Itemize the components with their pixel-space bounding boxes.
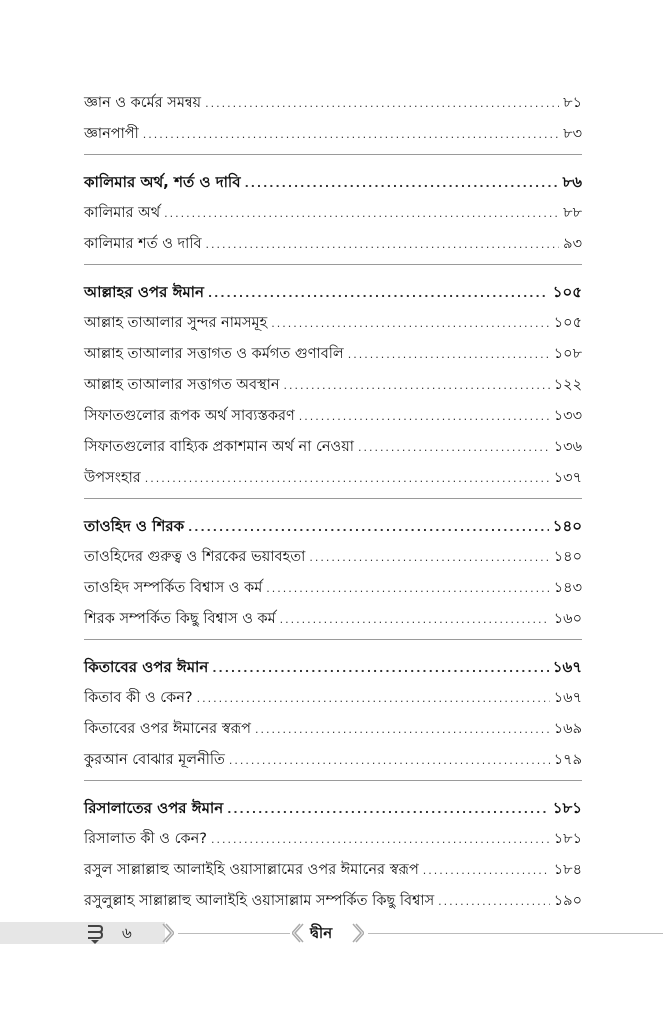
toc-section bbox=[84, 511, 582, 640]
toc-entry[interactable] bbox=[84, 714, 582, 745]
toc-entry-title: কালিমার শর্ত ও দাবি bbox=[84, 236, 202, 252]
toc-chapter-heading[interactable] bbox=[84, 793, 582, 824]
toc-entry[interactable] bbox=[84, 370, 582, 401]
footer-rule bbox=[368, 933, 663, 934]
toc-section bbox=[84, 277, 582, 499]
toc-entry[interactable] bbox=[84, 683, 582, 714]
toc-entry-page: ৮১ bbox=[563, 95, 582, 111]
toc-entry-page: ১০৫ bbox=[553, 315, 582, 331]
toc-entry[interactable] bbox=[84, 198, 582, 229]
chevron-right-icon bbox=[352, 922, 364, 944]
toc-entry[interactable] bbox=[84, 229, 582, 260]
toc-entry[interactable] bbox=[84, 401, 582, 432]
toc-entry-page: ১৬৯ bbox=[553, 721, 582, 737]
toc-entry-title: রসুলুল্লাহ সাল্লাল্লাহু আলাইহি ওয়াসাল্লাম সম্পর্কিত কিছু বিশ্বাস bbox=[84, 893, 435, 909]
toc-entry[interactable] bbox=[84, 824, 582, 855]
toc-entry[interactable] bbox=[84, 119, 582, 150]
toc-entry-page: ১৮১ bbox=[553, 831, 582, 847]
dot-leader bbox=[348, 339, 550, 370]
dot-leader bbox=[358, 432, 550, 463]
toc-entry-page: ১৬০ bbox=[553, 611, 582, 627]
toc-entry-page: ৯৩ bbox=[563, 236, 582, 252]
toc-chapter-heading[interactable] bbox=[84, 277, 582, 308]
toc-entry-title: উপসংহার bbox=[84, 470, 141, 486]
dot-leader bbox=[206, 229, 560, 260]
dot-leader bbox=[255, 714, 550, 745]
toc-entry-title: তাওহিদের গুরুত্ব ও শিরকের ভয়াবহতা bbox=[84, 549, 306, 565]
dot-leader bbox=[229, 745, 550, 776]
toc-entry-title: তাওহিদ সম্পর্কিত বিশ্বাস ও কর্ম bbox=[84, 580, 263, 596]
footer-rule bbox=[178, 933, 290, 934]
toc-entry[interactable] bbox=[84, 463, 582, 494]
toc-entry-page: ১৪৩ bbox=[553, 580, 582, 596]
toc-entry-title: কালিমার অর্থ, শর্ত ও দাবি bbox=[84, 173, 241, 191]
toc-entry-title: রসুল সাল্লাল্লাহু আলাইহি ওয়াসাল্লামের ওপর ঈমানের স্বরূপ bbox=[84, 862, 419, 878]
toc-entry-page: ১৩৬ bbox=[553, 439, 582, 455]
toc-entry[interactable] bbox=[84, 886, 582, 917]
toc-entry-title: তাওহিদ ও শিরক bbox=[84, 517, 185, 535]
toc-entry-page: ৮৮ bbox=[563, 205, 582, 221]
toc-entry-page: ৮৩ bbox=[563, 126, 582, 142]
toc-entry-title: শিরক সম্পর্কিত কিছু বিশ্বাস ও কর্ম bbox=[84, 611, 276, 627]
toc-entry-title: কিতাবের ওপর ঈমান bbox=[84, 658, 209, 676]
toc-entry-title: জ্ঞানপাপী bbox=[84, 126, 139, 142]
publisher-logo-icon bbox=[86, 921, 104, 945]
dot-leader bbox=[299, 401, 550, 432]
toc-section bbox=[84, 88, 582, 155]
toc-entry-title: রিসালাত কী ও কেন? bbox=[84, 831, 207, 847]
toc-entry-title: রিসালাতের ওপর ঈমান bbox=[84, 799, 224, 817]
toc-entry-page: ১৬৭ bbox=[553, 690, 582, 706]
toc-entry-title: কিতাব কী ও কেন? bbox=[84, 690, 193, 706]
toc-entry[interactable] bbox=[84, 542, 582, 573]
toc-entry-page: ১৭৯ bbox=[553, 752, 582, 768]
toc-entry-title: কুরআন বোঝার মূলনীতি bbox=[84, 752, 225, 768]
toc-entry[interactable] bbox=[84, 604, 582, 635]
toc-entry[interactable] bbox=[84, 573, 582, 604]
footer-band bbox=[0, 922, 165, 944]
toc-entry-title: জ্ঞান ও কর্মের সমন্বয় bbox=[84, 95, 202, 111]
dot-leader bbox=[208, 278, 549, 309]
toc-entry-page: ১৪০ bbox=[553, 549, 582, 565]
toc-section bbox=[84, 167, 582, 265]
toc-entry-page: ১৩৩ bbox=[553, 408, 582, 424]
toc-chapter-heading[interactable] bbox=[84, 167, 582, 198]
page-footer bbox=[0, 918, 663, 948]
toc-entry[interactable] bbox=[84, 88, 582, 119]
dot-leader bbox=[164, 198, 559, 229]
dot-leader bbox=[423, 855, 550, 886]
toc-entry-title: আল্লাহ তাআলার সত্তাগত ও কর্মগত গুণাবলি bbox=[84, 346, 344, 362]
toc-entry-title: আল্লাহ তাআলার সত্তাগত অবস্থান bbox=[84, 377, 280, 393]
toc-entry-page: ৮৬ bbox=[562, 173, 582, 191]
toc-entry[interactable] bbox=[84, 745, 582, 776]
toc-entry[interactable] bbox=[84, 855, 582, 886]
toc-entry-page: ১০৮ bbox=[553, 346, 582, 362]
dot-leader bbox=[188, 512, 549, 543]
toc-entry-title: কালিমার অর্থ bbox=[84, 205, 161, 221]
dot-leader bbox=[271, 308, 550, 339]
dot-leader bbox=[266, 573, 549, 604]
toc-entry-page: ১৯০ bbox=[553, 893, 582, 909]
toc-section bbox=[84, 652, 582, 781]
dot-leader bbox=[309, 542, 549, 573]
dot-leader bbox=[283, 370, 549, 401]
toc-entry-title: কিতাবের ওপর ঈমানের স্বরূপ bbox=[84, 721, 251, 737]
chevron-right-icon bbox=[162, 922, 174, 944]
book-title: দ্বীন bbox=[310, 924, 333, 942]
toc-entry-page: ১৪০ bbox=[552, 517, 582, 535]
page-number: ৬ bbox=[122, 924, 132, 942]
dot-leader bbox=[211, 824, 550, 855]
toc-entry-page: ১২২ bbox=[553, 377, 582, 393]
toc-chapter-heading[interactable] bbox=[84, 652, 582, 683]
toc-chapter-heading[interactable] bbox=[84, 511, 582, 542]
dot-leader bbox=[227, 794, 549, 825]
dot-leader bbox=[145, 463, 550, 494]
toc-entry-page: ১৮১ bbox=[552, 799, 582, 817]
dot-leader bbox=[205, 88, 559, 119]
dot-leader bbox=[280, 604, 550, 635]
dot-leader bbox=[197, 683, 550, 714]
toc-section bbox=[84, 793, 582, 921]
toc-entry-title: সিফাতগুলোর রূপক অর্থ সাব্যস্তকরণ bbox=[84, 408, 295, 424]
dot-leader bbox=[212, 653, 548, 684]
chevron-left-icon bbox=[292, 922, 304, 944]
toc-entry[interactable] bbox=[84, 339, 582, 370]
toc-entry-page: ১০৫ bbox=[552, 283, 582, 301]
toc-entry-title: আল্লাহ তাআলার সুন্দর নামসমূহ bbox=[84, 315, 268, 331]
toc-entry-page: ১৮৪ bbox=[553, 862, 582, 878]
toc-entry-page: ১৩৭ bbox=[553, 470, 582, 486]
dot-leader bbox=[143, 119, 559, 150]
dot-leader bbox=[438, 886, 550, 917]
toc-entry[interactable] bbox=[84, 308, 582, 339]
dot-leader bbox=[245, 168, 559, 199]
toc-entry[interactable] bbox=[84, 432, 582, 463]
toc-entry-page: ১৬৭ bbox=[552, 658, 582, 676]
table-of-contents bbox=[84, 88, 582, 933]
toc-entry-title: সিফাতগুলোর বাহ্যিক প্রকাশমান অর্থ না নেওয়া bbox=[84, 439, 354, 455]
toc-entry-title: আল্লাহর ওপর ঈমান bbox=[84, 283, 204, 301]
